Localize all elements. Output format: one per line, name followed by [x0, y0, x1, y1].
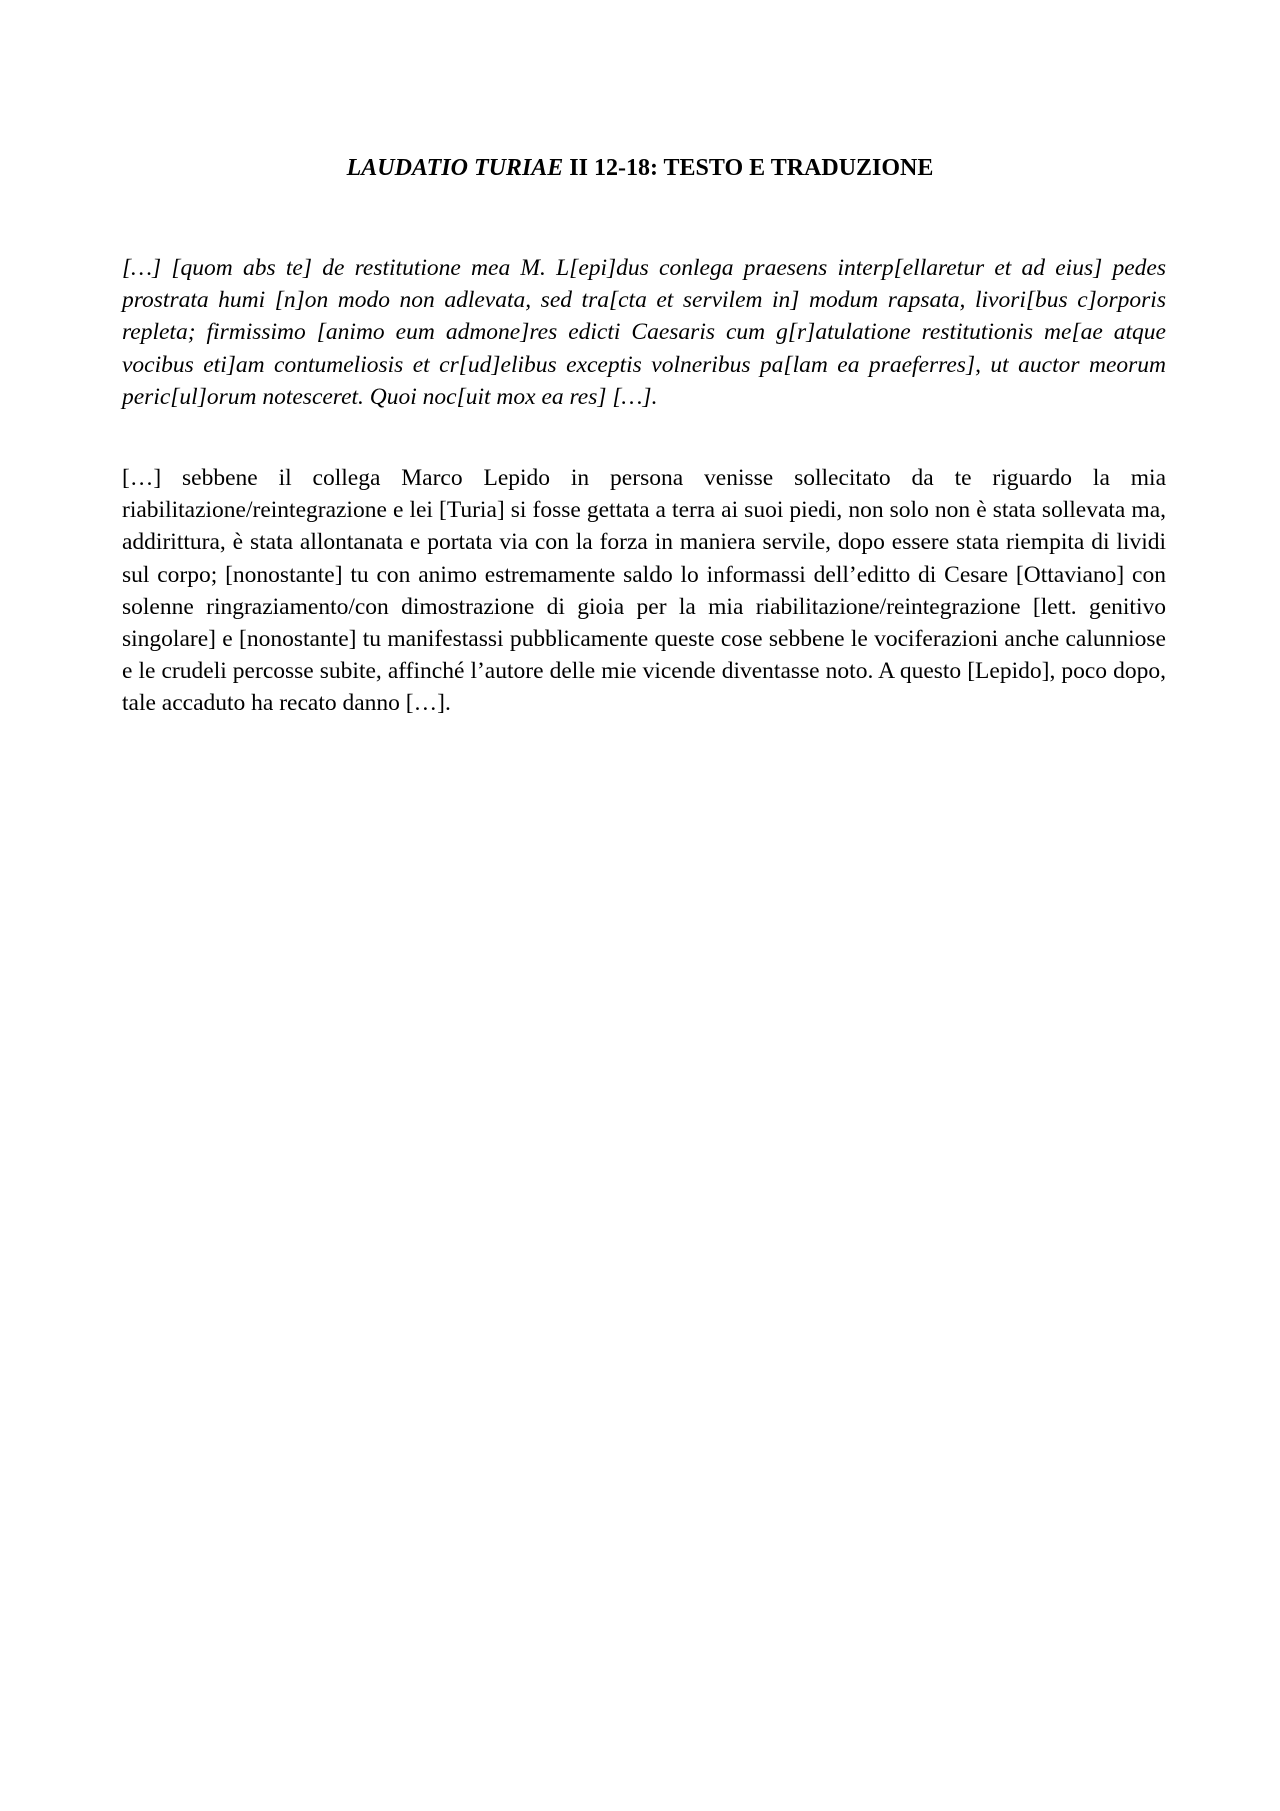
italian-translation-paragraph: […] sebbene il collega Marco Lepido in persona venisse sollecitato da te riguardo la mia riabilitazione/reintegrazione e lei [Turia] si fosse gettata a terra ai suoi piedi, non solo non è stata sollevata ma, addirittura, è stata allontanata e portata via con la forza in maniera servile, dopo essere stata riempita di lividi sul corpo; [nonostante] tu con animo estremamente saldo lo informassi dell’editto di Cesare [Ottaviano] con solenne ringraziamento/con dimostrazione di gioia per la mia riabilitazione/reintegrazione [lett. genitivo singolare] e [nonostante] tu manifestassi pubblicamente queste cose sebbene le vociferazioni anche calunniose e le crudeli percosse subite, affinché l’autore delle mie vicende diventasse noto. A questo [Lepido], poco dopo, tale accaduto ha recato danno […]. [122, 465, 1166, 717]
title-italic-part: LAUDATIO TURIAE [346, 155, 564, 181]
latin-text-paragraph: […] [quom abs te] de restitutione mea M. L[epi]dus conlega praesens interp[ellaretur et ad eius] pedes prostrata humi [n]on modo non adlevata, sed tra[cta et servilem in] modum rapsata, livori[bus c]orporis repleta; firmissimo [animo eum admone]res edicti Caesaris cum g[r]atulatione restitutionis me[ae atque vocibus eti]am contumeliosis et cr[ud]elibus exceptis volneribus pa[lam ea praeferres], ut auctor meorum peric[ul]orum notesceret. Quoi noc[uit mox ea res] […]. [122, 255, 1166, 410]
page-title [0, 152, 1280, 184]
title-rest-part: II 12-18: TESTO E TRADUZIONE [563, 155, 934, 181]
